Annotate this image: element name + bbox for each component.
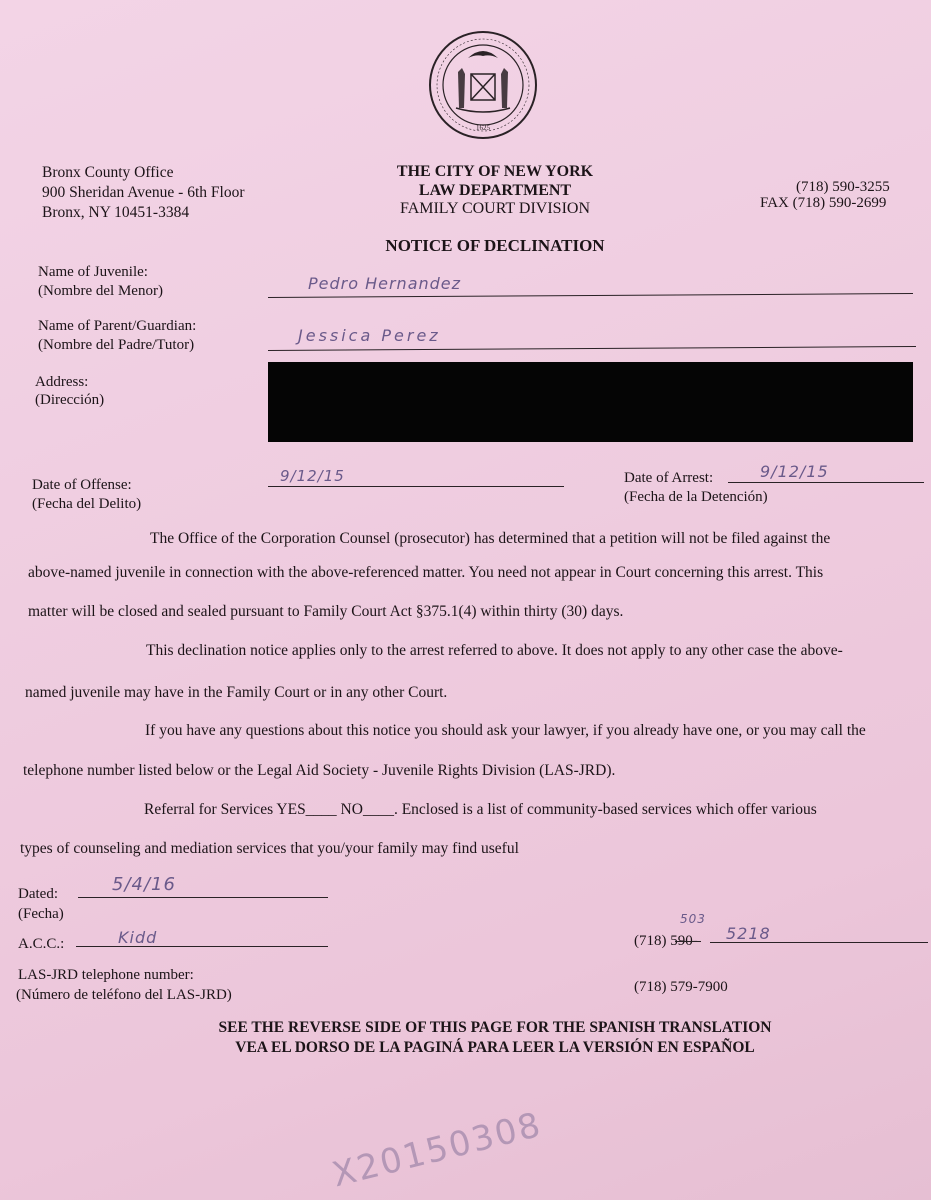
acc-label: A.C.C.: [18,936,65,952]
dated-label: Dated: [18,886,58,902]
paragraph-4-line-2: types of counseling and mediation services that you/your family may find useful [20,840,519,857]
paragraph-2-line-2: named juvenile may have in the Family Court or in any other Court. [25,684,448,701]
acc-phone-prefix: (718) 590- [634,933,698,949]
lasjrd-phone: (718) 579-7900 [634,979,728,995]
paragraph-2-line-1: This declination notice applies only to the arrest referred to above. It does not apply to any other case the above- [146,642,843,659]
dated-line [78,897,328,898]
offense-date-line [268,486,564,487]
paragraph-3-line-2: telephone number listed below or the Legal Aid Society - Juvenile Rights Division (LAS-JRD). [23,762,616,779]
office-phone: (718) 590-3255 [796,179,890,195]
handwritten-case-number: X20150308 [328,1104,547,1196]
translation-notice-en: SEE THE REVERSE SIDE OF THIS PAGE FOR THE SPANISH TRANSLATION [218,1019,772,1036]
offense-date-handwritten: 9/12/15 [280,467,345,485]
paragraph-1-line-1: The Office of the Corporation Counsel (prosecutor) has determined that a petition will not be filed against the [150,530,831,547]
arrest-date-label: Date of Arrest: [624,470,714,486]
header-division: FAMILY COURT DIVISION [399,200,591,217]
header-city: THE CITY OF NEW YORK [396,163,594,180]
page-title: NOTICE OF DECLINATION [385,236,605,255]
paragraph-1-line-3: matter will be closed and sealed pursuant to Family Court Act §375.1(4) within thirty (30) days. [28,603,624,620]
office-address-line1: Bronx County Office [42,164,174,181]
address-label: Address: [35,374,89,390]
city-seal [428,30,538,140]
offense-date-label-es: (Fecha del Delito) [32,496,142,512]
seal-icon [428,30,538,140]
paragraph-4-line-1: Referral for Services YES____ NO____. Enclosed is a list of community-based services which offer various [144,801,817,818]
juvenile-label-es: (Nombre del Menor) [38,283,163,299]
acc-phone-strikeout [675,941,701,942]
acc-handwritten: Kidd [118,928,158,947]
address-redaction [268,362,913,442]
acc-phone-ext-handwritten: 5218 [726,924,771,943]
dated-label-es: (Fecha) [18,906,64,922]
translation-notice-es: VEA EL DORSO DE LA PAGINÁ PARA LEER LA VERSIÓN EN ESPAÑOL [235,1039,755,1056]
acc-line [76,946,328,947]
lasjrd-label: LAS-JRD telephone number: [18,967,194,983]
header-department: LAW DEPARTMENT [418,182,572,199]
paragraph-1-line-2: above-named juvenile in connection with the above-referenced matter. You need not appear in Court concerning this arrest. This [28,564,824,581]
acc-phone-correction: 503 [680,912,706,926]
parent-label-es: (Nombre del Padre/Tutor) [38,337,195,353]
address-label-es: (Dirección) [35,392,105,408]
paragraph-3-line-1: If you have any questions about this notice you should ask your lawyer, if you already have one, or you may call the [145,722,866,739]
juvenile-line [268,293,913,298]
office-address-line2: 900 Sheridan Avenue - 6th Floor [42,184,245,201]
arrest-date-label-es: (Fecha de la Detención) [624,489,768,505]
juvenile-name-handwritten: Pedro Hernandez [308,274,462,293]
parent-line [268,346,916,351]
parent-label: Name of Parent/Guardian: [38,318,197,334]
juvenile-label: Name of Juvenile: [38,264,148,280]
dated-handwritten: 5/4/16 [112,874,176,895]
office-fax: FAX (718) 590-2699 [760,195,887,211]
office-address-line3: Bronx, NY 10451-3384 [42,204,190,221]
parent-name-handwritten: Jessica Perez [298,326,441,345]
arrest-date-line [728,482,924,483]
seal-year: 1625 [476,124,490,132]
arrest-date-handwritten: 9/12/15 [760,462,829,481]
lasjrd-label-es: (Número de teléfono del LAS-JRD) [16,987,232,1003]
offense-date-label: Date of Offense: [32,477,132,493]
